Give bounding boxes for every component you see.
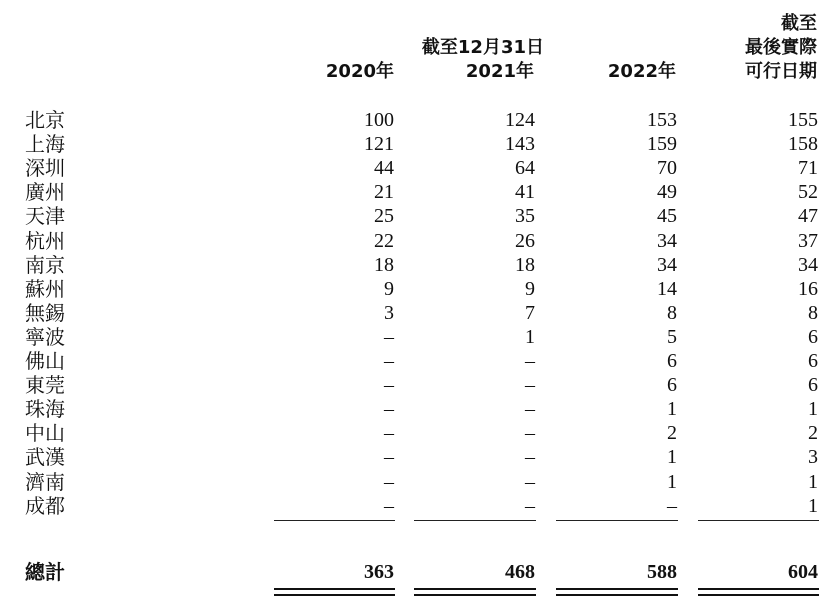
subtotal-rule	[274, 520, 395, 521]
table-row	[0, 470, 837, 494]
value-latest: 1	[808, 494, 818, 517]
total-value-2021: 468	[505, 561, 535, 583]
subtotal-rule	[556, 520, 678, 521]
value-2021: 9	[525, 277, 535, 300]
total-value-latest: 604	[788, 561, 818, 583]
table-row	[0, 132, 837, 156]
value-latest: 16	[798, 277, 818, 300]
value-2021: –	[525, 398, 535, 421]
value-2022: 1	[667, 470, 677, 493]
city-name: 北京	[25, 108, 65, 132]
header-latest-date	[680, 12, 817, 84]
value-2022: 6	[667, 374, 677, 397]
value-2021: –	[525, 470, 535, 493]
value-2022: 45	[657, 205, 677, 228]
header-latest-line-2: 最後實際	[745, 37, 817, 58]
city-name: 天津	[25, 204, 65, 229]
value-latest: 34	[798, 253, 818, 276]
table-row	[0, 397, 837, 421]
value-2021: –	[525, 350, 535, 372]
value-latest: 6	[808, 325, 818, 348]
table-row	[0, 204, 837, 228]
value-latest: 52	[798, 181, 818, 204]
value-latest: 1	[808, 470, 818, 493]
city-name: 南京	[25, 252, 65, 277]
value-2020: –	[384, 470, 394, 493]
value-2022: 159	[647, 133, 677, 156]
value-2020: 100	[364, 109, 394, 131]
total-value-2022: 588	[647, 561, 677, 583]
city-name: 濟南	[25, 469, 65, 494]
total-double-rule	[556, 588, 678, 596]
value-latest: 37	[798, 229, 818, 252]
value-2021: –	[525, 374, 535, 397]
table-row	[0, 108, 837, 132]
value-2022: 14	[657, 277, 677, 300]
value-latest: 1	[808, 398, 818, 421]
value-latest: 158	[788, 133, 818, 156]
table-row	[0, 349, 837, 373]
value-2021: 124	[505, 109, 535, 131]
city-name: 蘇州	[25, 276, 65, 301]
value-2020: 44	[374, 157, 394, 180]
value-2020: 3	[384, 301, 394, 324]
city-name: 杭州	[25, 228, 65, 253]
value-2022: 49	[657, 181, 677, 204]
value-2020: –	[384, 494, 394, 517]
value-2021: 41	[515, 181, 535, 204]
city-name: 東莞	[25, 373, 65, 398]
value-latest: 71	[798, 157, 818, 180]
header-latest-line-1: 截至	[781, 13, 817, 34]
value-2020: 9	[384, 277, 394, 300]
value-2022: 8	[667, 301, 677, 324]
city-name: 佛山	[25, 349, 65, 373]
city-name: 成都	[25, 493, 65, 518]
value-2021: –	[525, 494, 535, 517]
header-group-label: 截至12月31日	[421, 37, 544, 58]
value-2022: 1	[667, 446, 677, 469]
value-2020: 18	[374, 253, 394, 276]
total-double-rule	[274, 588, 395, 596]
table-row	[0, 301, 837, 325]
city-name: 珠海	[25, 397, 65, 422]
value-2020: –	[384, 422, 394, 445]
value-latest: 6	[808, 350, 818, 372]
header-latest-line-3: 可行日期	[745, 61, 817, 82]
subtotal-rule	[414, 520, 536, 521]
value-2022: –	[667, 494, 677, 517]
header-year-2022: 2022年	[607, 61, 676, 82]
table-row	[0, 494, 837, 518]
value-2022: 2	[667, 422, 677, 445]
value-2021: 143	[505, 133, 535, 156]
value-latest: 6	[808, 374, 818, 397]
value-2022: 1	[667, 398, 677, 421]
subtotal-rule	[698, 520, 819, 521]
table-row	[0, 180, 837, 204]
value-2020: –	[384, 374, 394, 397]
value-2022: 34	[657, 253, 677, 276]
city-name: 寧波	[25, 324, 65, 349]
table-row	[0, 253, 837, 277]
city-name: 中山	[25, 421, 65, 446]
value-2021: 26	[515, 229, 535, 252]
city-name: 上海	[25, 132, 65, 157]
header-year-2020: 2020年	[325, 61, 394, 82]
value-latest: 155	[788, 109, 818, 131]
value-latest: 3	[808, 446, 818, 469]
value-2020: 25	[374, 205, 394, 228]
value-latest: 8	[808, 301, 818, 324]
table-row	[0, 373, 837, 397]
table-row	[0, 156, 837, 180]
value-2020: 22	[374, 229, 394, 252]
value-2020: –	[384, 325, 394, 348]
value-2021: 7	[525, 301, 535, 324]
value-2022: 5	[667, 325, 677, 348]
value-2021: 1	[525, 325, 535, 348]
value-2021: 18	[515, 253, 535, 276]
value-2020: 21	[374, 181, 394, 204]
header-year-2021: 2021年	[465, 61, 534, 82]
total-value-2020: 363	[364, 561, 394, 583]
city-name: 武漢	[25, 445, 65, 470]
value-2022: 70	[657, 157, 677, 180]
value-2020: –	[384, 398, 394, 421]
value-2022: 34	[657, 229, 677, 252]
value-2021: 64	[515, 157, 535, 180]
value-2022: 6	[667, 350, 677, 372]
table-row	[0, 421, 837, 445]
table-row	[0, 445, 837, 469]
value-2020: 121	[364, 133, 394, 156]
value-2020: –	[384, 350, 394, 372]
table-row	[0, 325, 837, 349]
value-2021: –	[525, 446, 535, 469]
table-row	[0, 277, 837, 301]
city-name: 廣州	[25, 180, 65, 205]
value-latest: 2	[808, 422, 818, 445]
value-2021: –	[525, 422, 535, 445]
table-row	[0, 229, 837, 253]
total-row	[0, 560, 837, 584]
total-double-rule	[698, 588, 819, 596]
total-double-rule	[414, 588, 536, 596]
total-label: 總計	[25, 560, 65, 584]
city-name: 無錫	[25, 300, 65, 325]
value-2020: –	[384, 446, 394, 469]
value-latest: 47	[798, 205, 818, 228]
value-2021: 35	[515, 205, 535, 228]
city-name: 深圳	[25, 156, 65, 181]
value-2022: 153	[647, 109, 677, 131]
